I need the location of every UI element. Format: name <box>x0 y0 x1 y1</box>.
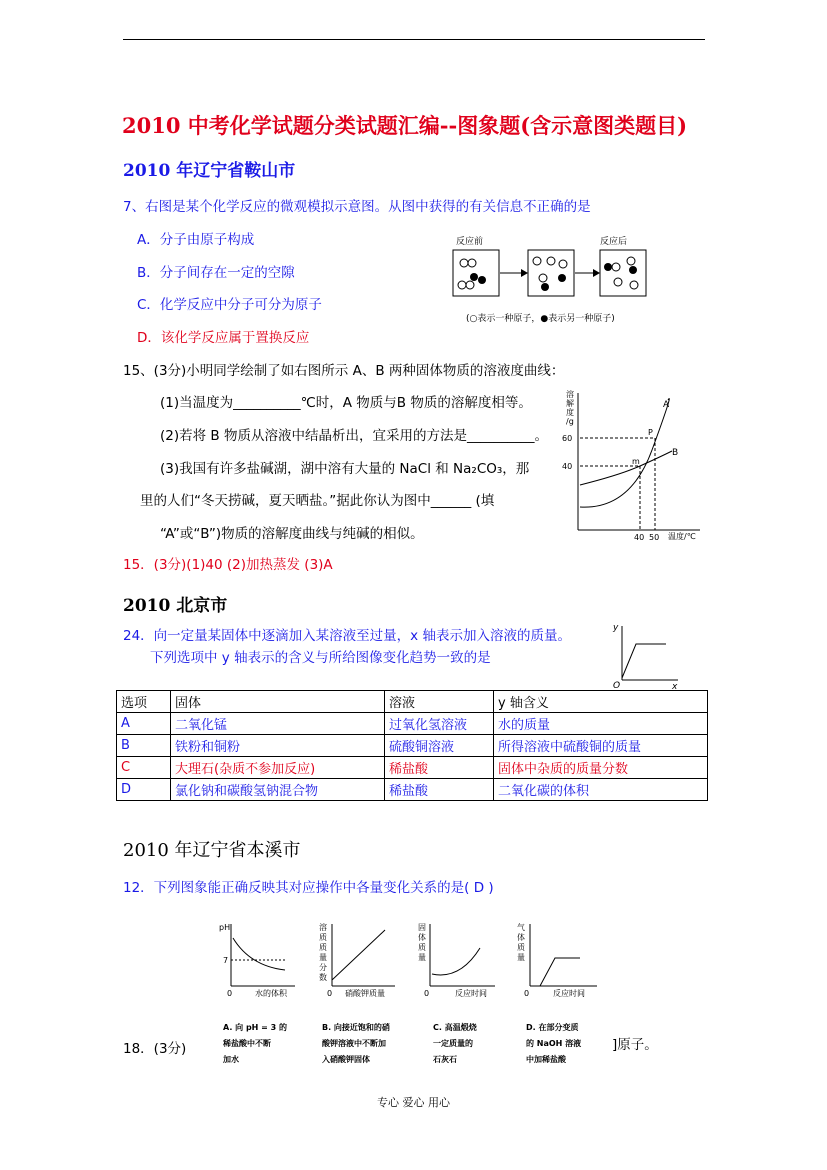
q12-graphs <box>215 918 610 1073</box>
svg-text:B. 向接近饱和的硝: B. 向接近饱和的硝 <box>322 1023 390 1032</box>
svg-text:0: 0 <box>524 989 530 998</box>
svg-text:中加稀盐酸: 中加稀盐酸 <box>526 1055 566 1064</box>
q15-answer: 15．(3分)(1)40 (2)加热蒸发 (3)A <box>123 557 333 573</box>
tick-x40: 40 <box>634 533 645 542</box>
th-solution: 溶液 <box>385 691 494 713</box>
reaction-diagram <box>448 230 658 325</box>
q15-line1: (1)当温度为__________℃时，A 物质与B 物质的溶解度相等。 <box>160 395 532 411</box>
svg-text:0: 0 <box>424 989 430 998</box>
svg-text:硝酸钾质量: 硝酸钾质量 <box>345 989 385 998</box>
svg-text:体: 体 <box>517 933 525 942</box>
svg-text:量: 量 <box>319 953 327 962</box>
q15-line3: (3)我国有许多盐碱湖，湖中溶有大量的 NaCl 和 Na₂CO₃，那 <box>160 461 530 477</box>
svg-text:pH: pH <box>219 923 231 932</box>
svg-text:气: 气 <box>517 923 525 932</box>
table-header-row <box>117 691 708 713</box>
svg-text:反应时间: 反应时间 <box>455 989 487 998</box>
svg-text:稀盐酸中不断: 稀盐酸中不断 <box>223 1039 271 1048</box>
chart-xlabel: 温度/℃ <box>668 532 696 541</box>
svg-text:分: 分 <box>319 963 327 972</box>
table-row: C 大理石(杂质不参加反应) 稀盐酸 固体中杂质的质量分数 <box>117 757 708 779</box>
q18-tail: ]原子。 <box>612 1037 658 1053</box>
q15-line5: “A”或“B”)物质的溶解度曲线与纯碱的相似。 <box>160 526 424 542</box>
chart-ylabel: 溶 <box>566 390 574 399</box>
tick-y60: 60 <box>562 434 573 443</box>
th-y-meaning: y 轴含义 <box>494 691 708 713</box>
th-solid: 固体 <box>171 691 385 713</box>
table-row: D 氯化钠和碳酸氢钠混合物 稀盐酸 二氧化碳的体积 <box>117 779 708 801</box>
svg-text:解: 解 <box>566 399 574 408</box>
svg-text:量: 量 <box>517 953 525 962</box>
svg-text:0: 0 <box>327 989 333 998</box>
svg-text:C. 高温煅烧: C. 高温煅烧 <box>433 1023 477 1032</box>
q24-o: O <box>613 681 621 690</box>
q12-stem: 12．下列图象能正确反映其对应操作中各量变化关系的是( D ) <box>123 880 494 896</box>
graph-b <box>319 922 395 1064</box>
q7-option-b: B．分子间存在一定的空隙 <box>137 265 295 281</box>
svg-text:D. 在部分变质: D. 在部分变质 <box>526 1023 579 1032</box>
label-p: P <box>648 428 653 437</box>
svg-text:7: 7 <box>223 956 229 965</box>
diagram-legend: (○表示一种原子，●表示另一种原子) <box>466 314 615 324</box>
svg-text:/g: /g <box>566 417 574 426</box>
svg-text:质: 质 <box>517 943 525 952</box>
q24-graph <box>608 620 683 690</box>
q24-y: y <box>613 623 619 633</box>
options-table <box>116 690 708 801</box>
q24-line1: 24．向一定量某固体中逐滴加入某溶液至过量，x 轴表示加入溶液的质量。 <box>123 628 571 644</box>
box-before <box>453 250 499 296</box>
q24-x: x <box>672 682 678 690</box>
svg-text:入硝酸钾固体: 入硝酸钾固体 <box>322 1055 370 1064</box>
svg-text:量: 量 <box>418 953 426 962</box>
tick-x50: 50 <box>649 533 660 542</box>
svg-text:度: 度 <box>566 408 574 417</box>
svg-text:体: 体 <box>418 933 426 942</box>
svg-text:水的体积: 水的体积 <box>255 989 287 998</box>
q24-curve <box>622 644 666 678</box>
box-after <box>600 250 646 296</box>
q7-option-a: A．分子由原子构成 <box>137 232 255 248</box>
graph-d <box>517 922 597 1064</box>
q15-line2: (2)若将 B 物质从溶液中结晶析出，宜采用的方法是__________。 <box>160 428 548 444</box>
svg-text:质: 质 <box>418 943 426 952</box>
q15-stem: 15、(3分)小明同学绘制了如右图所示 A、B 两种固体物质的溶液度曲线： <box>123 363 565 379</box>
label-m: m <box>632 457 640 466</box>
page-footer: 专心 爱心 用心 <box>377 1096 450 1109</box>
svg-text:A. 向 pH = 3 的: A. 向 pH = 3 的 <box>223 1023 287 1032</box>
svg-text:质: 质 <box>319 933 327 942</box>
svg-text:质: 质 <box>319 943 327 952</box>
svg-text:的 NaOH 溶液: 的 NaOH 溶液 <box>526 1039 582 1048</box>
graph-a <box>219 923 295 1064</box>
header-rule <box>123 39 705 40</box>
section-heading-benxi: 2010 年辽宁省本溪市 <box>123 840 301 861</box>
graph-c <box>418 923 495 1064</box>
svg-text:加水: 加水 <box>223 1055 239 1064</box>
section-heading-beijing: 2010 北京市 <box>123 596 228 616</box>
label-a: A <box>663 400 670 410</box>
solubility-chart <box>560 385 710 545</box>
before-label: 反应前 <box>456 237 484 247</box>
page-title: 2010 中考化学试题分类试题汇编--图象题(含示意图类题目) <box>122 113 688 138</box>
q24-line2: 下列选项中 y 轴表示的含义与所给图像变化趋势一致的是 <box>150 650 491 666</box>
svg-text:一定质量的: 一定质量的 <box>433 1039 473 1048</box>
svg-text:数: 数 <box>319 973 327 982</box>
after-label: 反应后 <box>600 237 628 247</box>
q7-option-c: C．化学反应中分子可分为原子 <box>137 297 322 313</box>
q18-stem: 18．(3分) <box>123 1041 187 1057</box>
svg-text:溶: 溶 <box>319 923 327 932</box>
th-option: 选项 <box>117 691 171 713</box>
svg-text:0: 0 <box>227 989 233 998</box>
q7-option-d: D．该化学反应属于置换反应 <box>137 330 310 346</box>
q7-stem: 7、右图是某个化学反应的微观模拟示意图。从图中获得的有关信息不正确的是 <box>123 199 591 215</box>
curve-a <box>580 399 669 508</box>
tick-y40: 40 <box>562 462 573 471</box>
curve-b <box>580 451 672 485</box>
q15-line4: 里的人们“冬天捞碱，夏天晒盐。”据此你认为图中______ (填 <box>140 493 495 509</box>
svg-text:反应时间: 反应时间 <box>553 989 585 998</box>
svg-text:固: 固 <box>418 923 426 932</box>
label-b: B <box>672 448 679 458</box>
table-row: B 铁粉和铜粉 硫酸铜溶液 所得溶液中硫酸铜的质量 <box>117 735 708 757</box>
table-row: A 二氧化锰 过氧化氢溶液 水的质量 <box>117 713 708 735</box>
svg-text:酸钾溶液中不断加: 酸钾溶液中不断加 <box>322 1039 386 1048</box>
svg-text:石灰石: 石灰石 <box>433 1055 457 1064</box>
section-heading-anshan: 2010 年辽宁省鞍山市 <box>123 161 296 181</box>
